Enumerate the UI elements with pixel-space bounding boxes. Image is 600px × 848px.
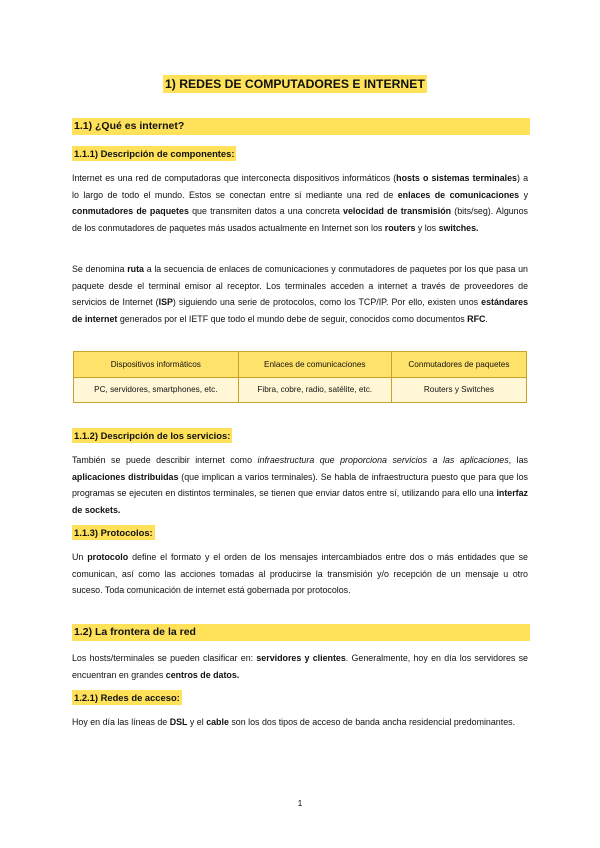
- table-header-cell: Dispositivos informáticos: [74, 352, 239, 378]
- subsection-heading-1-1-3: [72, 525, 155, 540]
- paragraph-componentes: Internet es una red de computadoras que interconecta dispositivos informáticos (hosts o sistemas terminales) a lo largo de todo el mundo. Estos se conectan entre sí mediante una red de enlaces de comunicaciones y conmutadores de paquetes que transmiten datos a una concreta velocidad de transmisión (bits/seg). Algunos de los conmutadores de paquetes más usados actualmente en Internet son los routers y los switches.: [72, 173, 529, 233]
- subsection-number: 1.1.1): [74, 148, 98, 159]
- table-header-cell: Enlaces de comunicaciones: [238, 352, 391, 378]
- table-row: [74, 377, 527, 403]
- subsection-label: Descripción de los servicios:: [100, 430, 231, 441]
- components-table: [73, 351, 527, 403]
- paragraph-frontera: Los hosts/terminales se pueden clasificar en: servidores y clientes. Generalmente, hoy en día los servidores se encuentran en grandes centros de datos.: [72, 653, 528, 680]
- paragraph-redes-acceso: Hoy en día las líneas de DSL y el cable son los dos tipos de acceso de banda ancha residencial predominantes.: [72, 717, 516, 727]
- paragraph-servicios: También se puede describir internet como infraestructura que proporciona servicios a las aplicaciones, las aplicaciones distribuidas (que implican a varios terminales). Se habla de infraestructura puesto que para que los programas se ejecuten en distintos terminales, se tienen que enviar datos entre sí, utilizando para ello una interfaz de sockets.: [72, 455, 528, 515]
- subsection-number: 1.2.1): [74, 692, 98, 703]
- table-cell: PC, servidores, smartphones, etc.: [74, 377, 239, 403]
- subsection-label: Protocolos:: [100, 527, 153, 538]
- page-title: 1) REDES DE COMPUTADORES E INTERNET: [165, 77, 425, 91]
- page-number: 1: [297, 798, 303, 808]
- subsection-heading-1-1-2: [72, 428, 232, 443]
- subsection-label: Redes de acceso:: [100, 692, 180, 703]
- subsection-label: Descripción de componentes:: [100, 148, 235, 159]
- subsection-number: 1.1.3): [74, 527, 98, 538]
- section-heading-text: 1.1) ¿Qué es internet?: [74, 120, 185, 132]
- paragraph-ruta: Se denomina ruta a la secuencia de enlaces de comunicaciones y conmutadores de paquetes por los que pasa un paquete desde el terminal emisor al receptor. Los terminales acceden a internet a través de proveedores de servicios de Internet (ISP) siguiendo una serie de protocolos, como los TCP/IP. Por ello, existen unos estándares de internet generados por el IETF que todo el mundo debe de seguir, conocidos como documentos RFC.: [72, 264, 529, 324]
- subsection-number: 1.1.2): [74, 430, 98, 441]
- paragraph-protocolos: Un protocolo define el formato y el orden de los mensajes intercambiados entre dos o más entidades que se comunican, así como las acciones tomadas al producirse la transmisión y/o recepción de un mensaje u otro suceso. Toda comunicación de internet está gobernada por protocolos.: [72, 552, 528, 596]
- table-cell: Routers y Switches: [391, 377, 526, 403]
- table-cell: Fibra, cobre, radio, satélite, etc.: [238, 377, 391, 403]
- section-heading-1-2: [72, 624, 530, 641]
- table-header-row: [74, 352, 527, 378]
- subsection-heading-1-1-1: [72, 146, 236, 161]
- table-header-cell: Conmutadores de paquetes: [391, 352, 526, 378]
- subsection-heading-1-2-1: [72, 690, 182, 705]
- section-heading-1-1: [72, 118, 530, 135]
- section-heading-text: 1.2) La frontera de la red: [74, 626, 196, 638]
